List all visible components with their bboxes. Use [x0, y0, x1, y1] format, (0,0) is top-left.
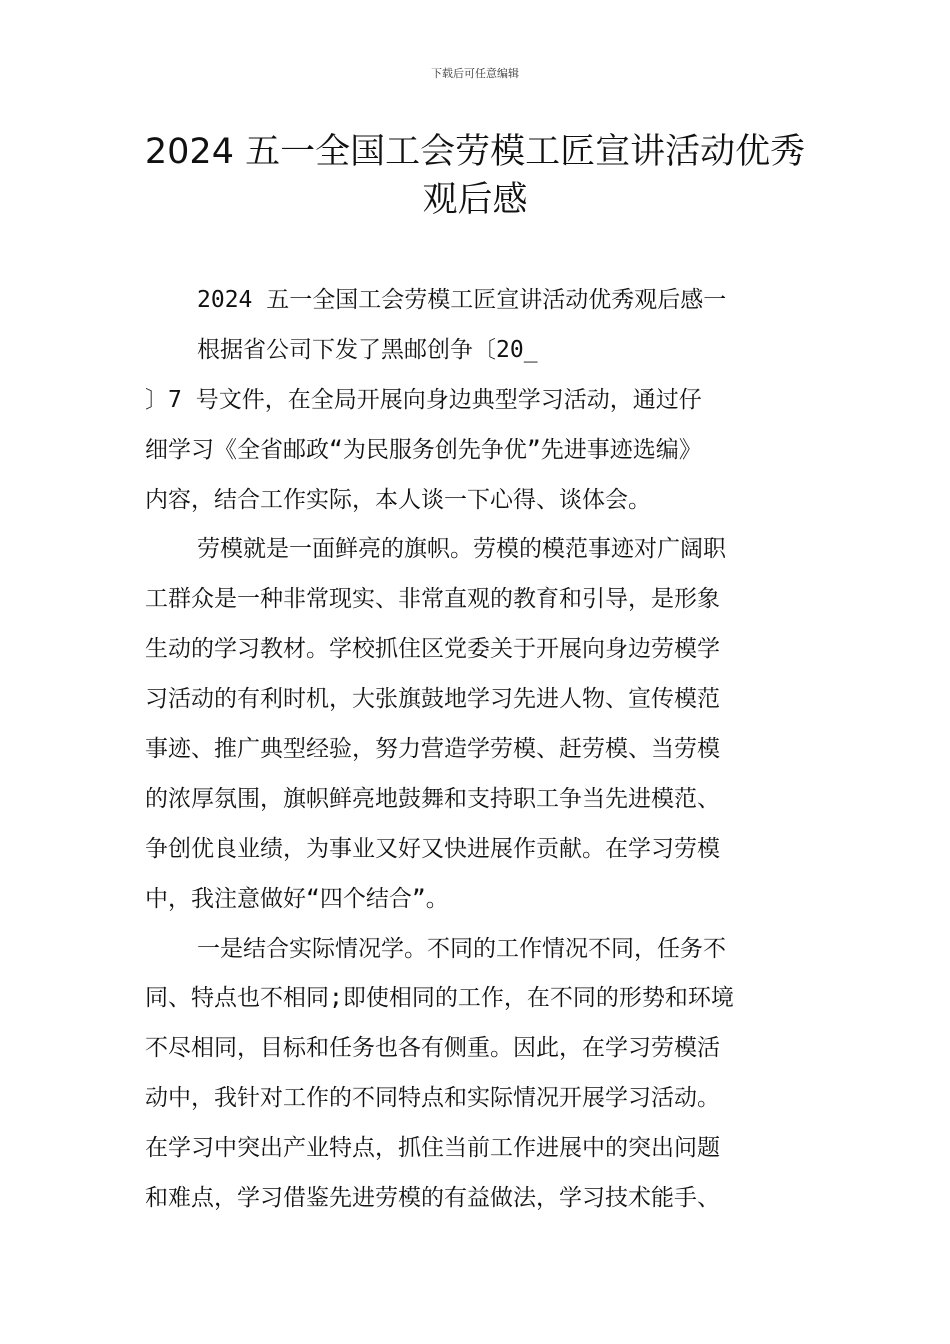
paragraph-line: 生动的学习教材。学校抓住区党委关于开展向身边劳模学 — [145, 636, 720, 663]
paragraph-line: 中，我注意做好“四个结合”。 — [145, 885, 449, 912]
paragraph-line: 争创优良业绩，为事业又好又快进展作贡献。在学习劳模 — [145, 835, 720, 862]
document-title — [120, 128, 830, 224]
paragraph-line: 一是结合实际情况学。不同的工作情况不同，任务不 — [197, 935, 726, 962]
paragraph-line: 不尽相同，目标和任务也各有侧重。因此，在学习劳模活 — [145, 1035, 720, 1062]
page-header-note: 下载后可任意编辑 — [431, 67, 519, 80]
paragraph-line: 〕7 号文件，在全局开展向身边典型学习活动，通过仔 — [145, 386, 702, 413]
title-line-2: 观后感 — [422, 180, 528, 220]
title-line-1: 2024 五一全国工会劳模工匠宣讲活动优秀 — [144, 132, 806, 172]
paragraph-line: 习活动的有利时机，大张旗鼓地学习先进人物、宣传模范 — [145, 686, 720, 713]
paragraph-line: 和难点，学习借鉴先进劳模的有益做法，学习技术能手、 — [145, 1185, 720, 1212]
paragraph-line: 在学习中突出产业特点，抓住当前工作进展中的突出问题 — [145, 1135, 720, 1162]
paragraph-line: 细学习《全省邮政“为民服务创先争优”先进事迹选编》 — [145, 436, 702, 463]
paragraph-line: 内容，结合工作实际，本人谈一下心得、谈体会。 — [145, 486, 651, 513]
paragraph-line: 2024 五一全国工会劳模工匠宣讲活动优秀观后感一 — [197, 287, 727, 313]
paragraph-line: 劳模就是一面鲜亮的旗帜。劳模的模范事迹对广阔职 — [197, 536, 726, 563]
paragraph-line: 事迹、推广典型经验，努力营造学劳模、赶劳模、当劳模 — [145, 736, 720, 763]
paragraph-line: 动中，我针对工作的不同特点和实际情况开展学习活动。 — [145, 1085, 720, 1112]
paragraph-line: 工群众是一种非常现实、非常直观的教育和引导，是形象 — [145, 586, 720, 613]
paragraph-line: 根据省公司下发了黑邮创争〔20_ — [197, 336, 538, 363]
paragraph-line: 的浓厚氛围，旗帜鲜亮地鼓舞和支持职工争当先进模范、 — [145, 785, 720, 812]
document-body — [145, 276, 807, 1224]
paragraph-line: 同、特点也不相同;即使相同的工作，在不同的形势和环境 — [145, 985, 734, 1012]
